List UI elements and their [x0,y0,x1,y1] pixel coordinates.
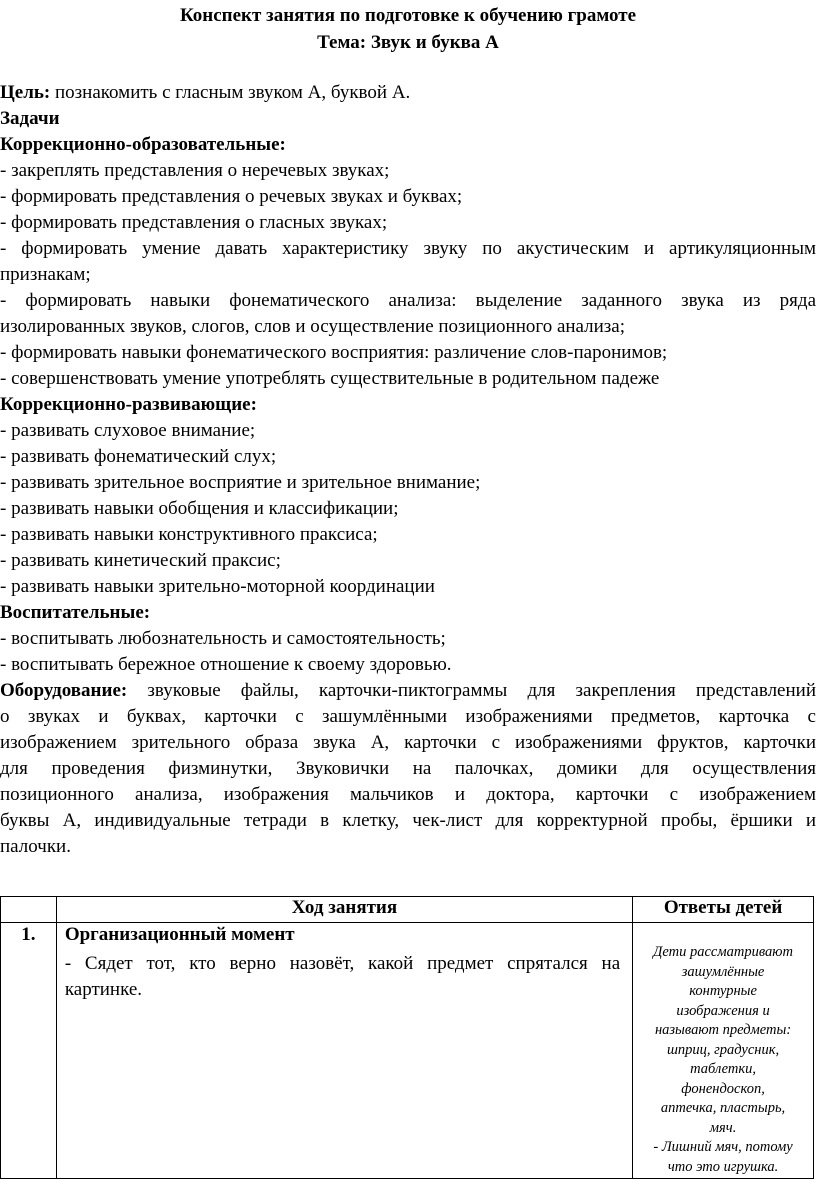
row-text: - Сядет тот, кто верно назовёт, какой предмет спрятался на картинке. [64,953,621,1000]
list-item: - развивать зрительное восприятие и зрительное внимание; [0,472,481,493]
equipment-line: буквы А, индивидуальные тетради в клетку, чек-лист для корректурной пробы, ёршики и [0,810,816,831]
list-item: - формировать представления о гласных звуках; [0,212,388,233]
goal-text: познакомить с гласным звуком А, буквой А. [50,82,411,103]
document-body [0,80,816,860]
row-title: Организационный момент [64,924,295,945]
answer-line: зашумлённые [681,963,765,980]
list-item: - формировать представления о речевых звуках и буквах; [0,186,463,207]
answer-line: мяч. [709,1119,737,1136]
lesson-topic: Тема: Звук и буква А [317,32,499,53]
header-children-answers: Ответы детей [633,897,814,923]
header-lesson-flow: Ход занятия [56,897,632,923]
list-item: - развивать слуховое внимание; [0,420,256,441]
equipment-line: изображением зрительного образа звука А, карточки с изображениями фруктов, карточки [0,732,816,753]
document-title: Конспект занятия по подготовке к обучению грамоте [179,5,637,26]
educational-heading: Воспитательные: [0,602,151,623]
list-item: - развивать фонематический слух; [0,446,277,467]
list-item: - развивать навыки конструктивного праксиса; [0,524,378,545]
list-item: - развивать навыки зрительно-моторной координации [0,576,435,597]
equipment-line: для проведения физминутки, Звуковички на палочках, домики для осуществления [0,758,816,779]
answer-line: шприц, градусник, [666,1041,780,1058]
tasks-heading: Задачи [0,108,60,129]
header-number [1,897,57,923]
equipment-line: палочки. [0,836,71,857]
list-item: - совершенствовать умение употреблять существительные в родительном падеже [0,368,660,389]
answer-line: аптечка, пластырь, [660,1100,786,1116]
list-item-continuation: признакам; [0,264,91,285]
list-item-continuation: изолированных звуков, слогов, слов и осуществление позиционного анализа; [0,316,626,337]
equipment-line: о звуках и буквах, карточки с зашумлёнными изображениями предметов, карточка с [0,706,816,727]
answer-line: - Лишний мяч, потому [653,1139,793,1155]
answer-line: Дети рассматривают [653,944,793,960]
row-number: 1. [1,923,57,1179]
equipment-line: позиционного анализа, изображения мальчиков и доктора, карточки с изображением [0,784,816,805]
answer-line: изображения и [676,1002,770,1019]
answer-line: таблетки, [690,1061,756,1077]
answer-line: контурные [689,983,757,999]
answer-text [633,923,813,1177]
goal-label: Цель: [0,82,51,103]
correctional-educational-heading: Коррекционно-образовательные: [0,134,286,155]
list-item: - развивать навыки обобщения и классификации; [0,498,399,519]
list-item: - воспитывать любознательность и самостоятельность; [0,628,446,649]
answer-line: фонендоскоп, [681,1080,765,1097]
table-header-row [1,897,814,923]
row-content [56,923,632,1179]
equipment-text: звуковые файлы, карточки-пиктограммы для закрепления представлений [127,680,816,701]
equipment-line [0,678,816,704]
list-item: - развивать кинетический праксис; [0,550,281,571]
list-item: - формировать навыки фонематического анализа: выделение заданного звука из ряда [0,290,816,311]
goal-line [0,80,816,106]
answer-line: что это игрушка. [667,1158,779,1175]
lesson-table [0,896,814,1179]
list-item: - воспитывать бережное отношение к своему здоровью. [0,654,452,675]
list-item: - формировать умение давать характеристику звуку по акустическим и артикуляционным [0,238,816,259]
correctional-developing-heading: Коррекционно-развивающие: [0,394,257,415]
list-item: - формировать навыки фонематического восприятия: различение слов-паронимов; [0,342,668,363]
list-item: - закреплять представления о неречевых звуках; [0,160,390,181]
table-row [1,923,814,1179]
equipment-label: Оборудование: [0,680,128,701]
answer-line: называют предметы: [654,1022,792,1038]
row-answer [633,923,814,1179]
